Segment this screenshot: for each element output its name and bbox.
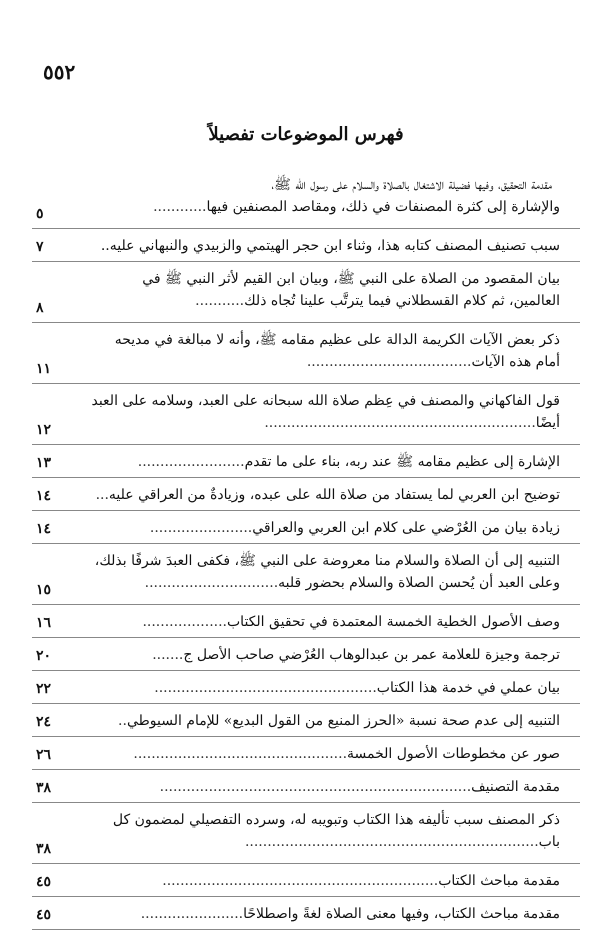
toc-entry-text: سبب تصنيف المصنف كتابه هذا، وثناء ابن حجر الهيتمي والزبيدي والنبهاني عليه.. — [100, 238, 560, 254]
toc-entry-text: وعلى العبد أن يُحسن الصلاة والسلام بحضور قلبه.............................. — [144, 575, 560, 591]
toc-page-number: ٤٥ — [36, 874, 52, 890]
toc-entry-text: والإشارة إلى كثرة المصنفات في ذلك، ومقاصد المصنفين فيها............ — [153, 199, 560, 215]
toc-page-number: ١١ — [36, 361, 52, 377]
toc-entry[interactable] — [32, 268, 580, 323]
toc-entry[interactable] — [32, 677, 580, 704]
toc-entry[interactable] — [32, 611, 580, 638]
toc-entry[interactable] — [32, 174, 580, 229]
page-title: فهرس الموضوعات تفصيلاً — [208, 124, 404, 145]
toc-page-number: ٥ — [36, 206, 44, 222]
toc-page-number: ١٤ — [36, 521, 52, 537]
toc-entry-text: وصف الأصول الخطية الخمسة المعتمدة في تحقيق الكتاب................... — [142, 614, 560, 630]
toc-entry[interactable] — [32, 235, 580, 262]
toc-entry-text: قول الفاكهاني والمصنف في عِظم صلاة الله سبحانه على العبد، وسلامه على العبد — [91, 393, 560, 409]
table-of-contents — [32, 174, 580, 936]
toc-entry[interactable] — [32, 484, 580, 511]
toc-page-number: ٧ — [36, 239, 44, 255]
toc-entry[interactable] — [32, 710, 580, 737]
toc-entry-text: بيان عملي في خدمة هذا الكتاب.................................................. — [154, 680, 560, 696]
toc-entry-text: بيان المقصود من الصلاة على النبي ﷺ، وبيان ابن القيم لأثر النبي ﷺ في — [142, 271, 560, 287]
toc-page-number: ١٢ — [36, 422, 52, 438]
toc-entry-text: أيضًا............................................................. — [264, 415, 560, 431]
toc-entry-text: زيادة بيان من العُرْضي على كلام ابن العربي والعراقي....................... — [149, 520, 560, 536]
toc-entry-text: مقدمة مباحث الكتاب.............................................................. — [162, 873, 560, 889]
toc-entry[interactable] — [32, 329, 580, 384]
toc-entry[interactable] — [32, 451, 580, 478]
toc-entry-text: ترجمة وجيزة للعلامة عمر بن عبدالوهاب العُرْضي صاحب الأصل ج....... — [152, 647, 560, 663]
toc-entry[interactable] — [32, 776, 580, 803]
toc-page-number: ٢٤ — [36, 714, 52, 730]
toc-page-number: ٢٠ — [36, 648, 52, 664]
toc-entry-text: أمام هذه الآيات..................................... — [306, 354, 560, 370]
toc-entry-text: العالمين، ثم كلام القسطلاني فيما يترتَّب علينا تُجاه ذلك........... — [195, 293, 560, 309]
toc-entry[interactable] — [32, 390, 580, 445]
toc-entry-text: التنبيه إلى عدم صحة نسبة «الحرز المنيع من القول البديع» للإمام السيوطي.. — [118, 713, 560, 729]
toc-entry-text: مقدمة مباحث الكتاب، وفيها معنى الصلاة لغةً واصطلاحًا....................... — [140, 906, 560, 922]
toc-page-number: ١٣ — [36, 455, 52, 471]
toc-entry[interactable] — [32, 870, 580, 897]
toc-page-number: ٣٨ — [36, 841, 52, 857]
toc-entry-text: مقدمة التحقيق، وفيها فضيلة الاشتغال بالصلاة والسلام على رسول الله ﷺ، — [271, 177, 552, 193]
toc-entry[interactable] — [32, 517, 580, 544]
toc-page-number: ١٤ — [36, 488, 52, 504]
toc-page-number: ٤٥ — [36, 907, 52, 923]
toc-entry-text: ذكر بعض الآيات الكريمة الدالة على عظيم مقامه ﷺ، وأنه لا مبالغة في مديحه — [114, 332, 560, 348]
toc-entry[interactable] — [32, 550, 580, 605]
toc-entry[interactable] — [32, 743, 580, 770]
toc-entry[interactable] — [32, 809, 580, 864]
toc-entry-text: مقدمة التصنيف...................................................................... — [159, 779, 560, 795]
toc-entry-text: ذكر المصنف سبب تأليفه هذا الكتاب وتبويبه له، وسرده التفصيلي لمضمون كل — [112, 812, 560, 828]
toc-page-number: ١٥ — [36, 582, 52, 598]
toc-entry[interactable] — [32, 903, 580, 930]
toc-page-number: ٢٢ — [36, 681, 52, 697]
toc-entry-text: صور عن مخطوطات الأصول الخمسة................................................ — [133, 746, 560, 762]
page-number: ٥٥٢ — [43, 60, 76, 84]
toc-entry-text: التنبيه إلى أن الصلاة والسلام منا معروضة على النبي ﷺ، فكفى العبدَ شرفًا بذلك، — [94, 553, 560, 569]
toc-entry[interactable] — [32, 644, 580, 671]
toc-entry-text: توضيح ابن العربي لما يستفاد من صلاة الله على عبده، وزيادةٌ من العراقي عليه... — [95, 487, 560, 503]
toc-page-number: ٨ — [36, 300, 44, 316]
toc-entry-text: الإشارة إلى عظيم مقامه ﷺ عند ربه، بناء على ما تقدم........................ — [137, 454, 560, 470]
toc-entry-text: باب.................................................................. — [244, 834, 560, 850]
toc-page-number: ٢٦ — [36, 747, 52, 763]
toc-page-number: ١٦ — [36, 615, 52, 631]
toc-page-number: ٣٨ — [36, 780, 52, 796]
